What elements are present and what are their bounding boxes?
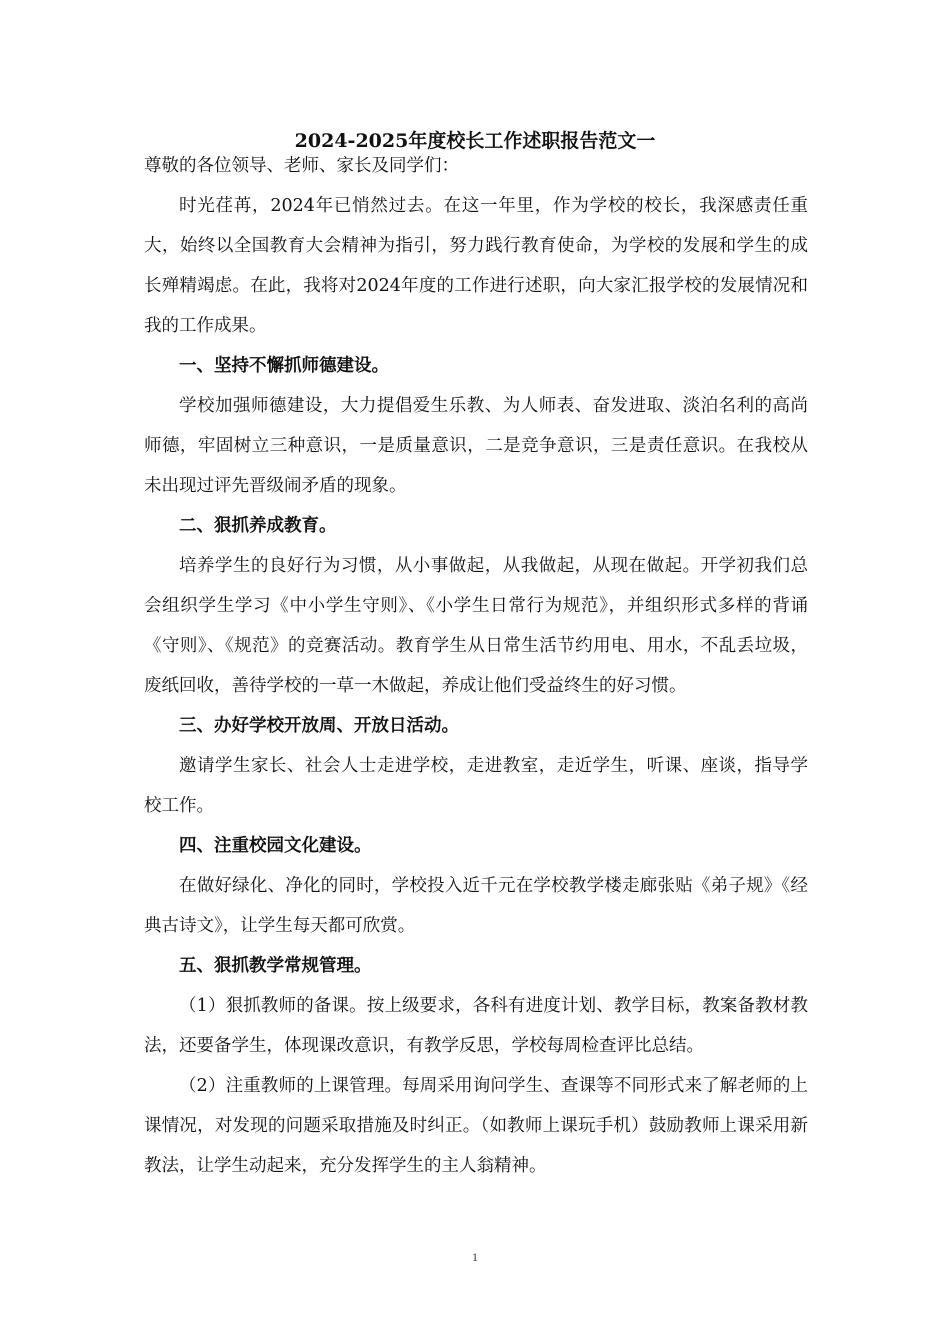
section-heading-2: 二、狠抓养成教育。 <box>179 516 337 536</box>
paragraph-section-4: 在做好绿化、净化的同时，学校投入近千元在学校教学楼走廊张贴《弟子规》《经典古诗文》，让学生每天都可欣赏。 <box>144 876 808 936</box>
paragraph-section-5-item-1: （1）狠抓教师的备课。按上级要求，各科有进度计划、教学目标，教案备教材教法，还要备学生，体现课改意识，有教学反思，学校每周检查评比总结。 <box>144 996 808 1056</box>
page-number: 1 <box>472 1250 478 1264</box>
document-body <box>144 152 808 1186</box>
section-heading-5: 五、狠抓教学常规管理。 <box>179 956 372 976</box>
section-heading-1: 一、坚持不懈抓师德建设。 <box>179 356 389 376</box>
section-heading-4: 四、注重校园文化建设。 <box>179 836 372 856</box>
document-title: 2024-2025年度校长工作述职报告范文一 <box>294 130 656 152</box>
paragraph-intro: 时光荏苒，2024年已悄然过去。在这一年里，作为学校的校长，我深感责任重大，始终以全国教育大会精神为指引，努力践行教育使命，为学校的发展和学生的成长殚精竭虑。在此，我将对2024年度的工作进行述职，向大家汇报学校的发展情况和我的工作成果。 <box>144 196 808 336</box>
paragraph-section-5-item-2: （2）注重教师的上课管理。每周采用询问学生、查课等不同形式来了解老师的上课情况，对发现的问题采取措施及时纠正。（如教师上课玩手机）鼓励教师上课采用新教法，让学生动起来，充分发挥学生的主人翁精神。 <box>144 1076 808 1176</box>
section-heading-3: 三、办好学校开放周、开放日活动。 <box>179 716 459 736</box>
paragraph-section-2: 培养学生的良好行为习惯，从小事做起，从我做起，从现在做起。开学初我们总会组织学生学习《中小学生守则》、《小学生日常行为规范》，并组织形式多样的背诵《守则》、《规范》的竞赛活动。教育学生从日常生活节约用电、用水，不乱丢垃圾，废纸回收，善待学校的一草一木做起，养成让他们受益终生的好习惯。 <box>144 556 808 696</box>
paragraph-section-1: 学校加强师德建设，大力提倡爱生乐教、为人师表、奋发进取、淡泊名利的高尚师德，牢固树立三种意识，一是质量意识，二是竞争意识，三是责任意识。在我校从未出现过评先晋级闹矛盾的现象。 <box>144 396 808 496</box>
greeting: 尊敬的各位领导、老师、家长及同学们： <box>144 156 459 176</box>
paragraph-section-3: 邀请学生家长、社会人士走进学校，走进教室，走近学生，听课、座谈，指导学校工作。 <box>144 756 808 816</box>
